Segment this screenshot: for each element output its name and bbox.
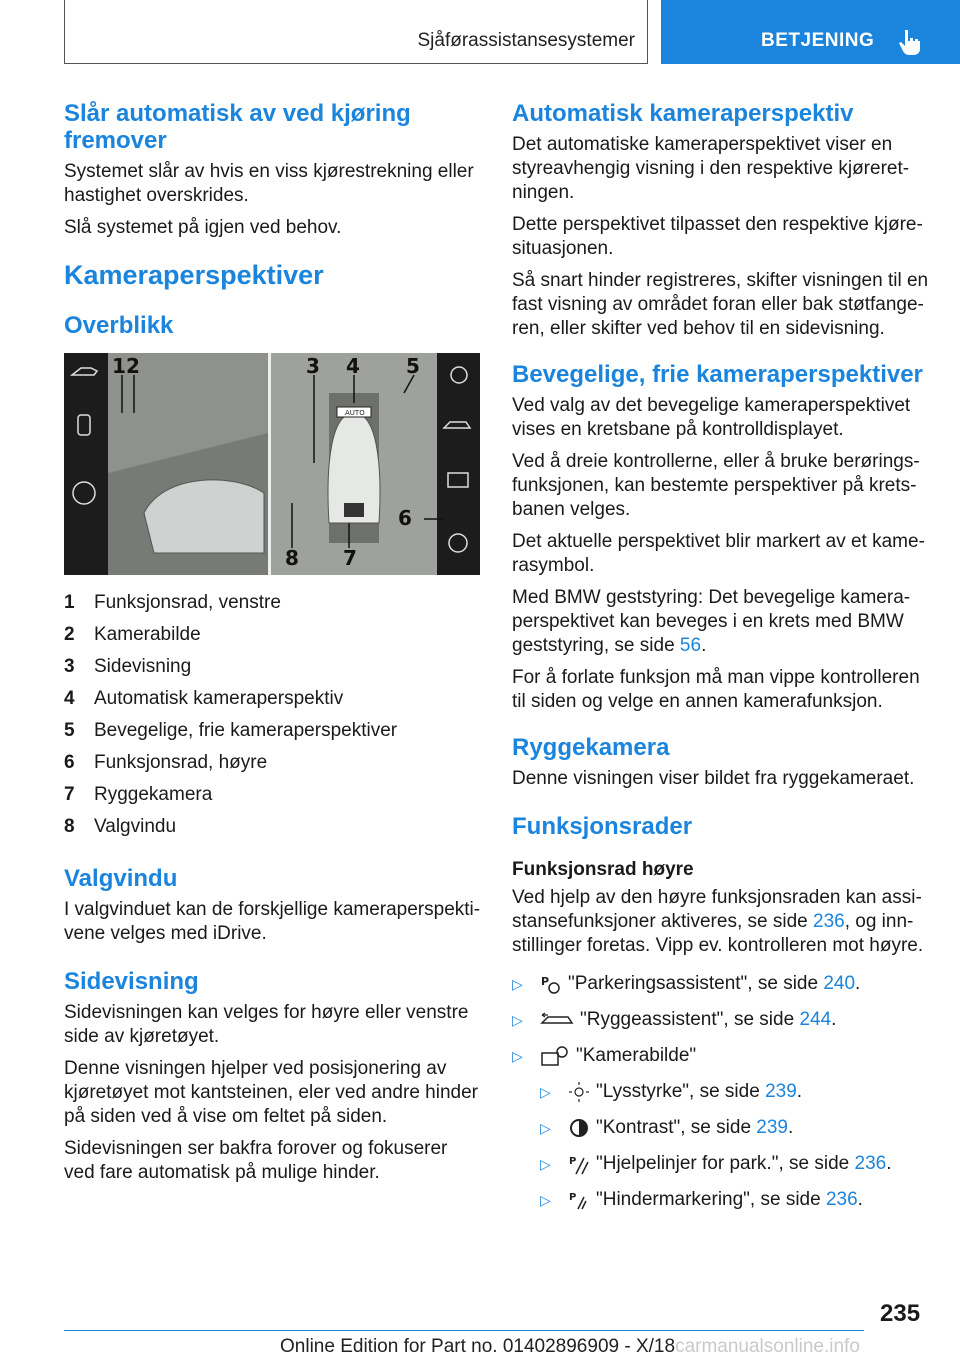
heading-overview: Overblikk [64,312,174,339]
list-subitem: ▷ "Kontrast", se side 239. [540,1117,794,1138]
triangle-bullet-icon: ▷ [512,976,523,992]
brightness-icon [568,1081,590,1103]
footer-edition: Online Edition for Part no. 01402896909 - X/18carmanualsonline.info [280,1336,860,1357]
para-rear: Denne visningen viser bildet fra ryggekameraet. [512,768,915,789]
parking-lines-icon [568,1153,590,1175]
triangle-bullet-icon: ▷ [540,1192,551,1208]
para-rows: Ved hjelp av den høyre funksjonsraden kan assistansefunksjoner aktiveres, se side 236, og innstillinger foretas. Vipp ev. kontrolleren mot høyre. [512,887,924,956]
footer-divider [64,1330,864,1331]
triangle-bullet-icon: ▷ [540,1120,551,1136]
svg-text:P: P [569,1191,577,1203]
page-link-56[interactable]: 56 [679,635,702,656]
contrast-icon [568,1117,590,1139]
hand-pointer-icon [898,28,922,56]
heading-valgvindu: Valgvindu [64,865,178,892]
para-auto-1: Det automatiske kameraperspektivet viser en styreavhengig visning i den respektive kjøreretningen. [512,134,910,203]
list-item: ▷ "Ryggeassistent", se side 244. [512,1009,837,1030]
heading-auto-perspective: Automatisk kameraperspektiv [512,100,854,127]
left-function-row [64,353,108,575]
header-section [64,0,648,64]
list-subitem: ▷ P "Hjelpelinjer for park.", se side 236. [540,1153,892,1174]
para-free-4: Med BMW geststyring: Det bevegelige kameraperspektivet kan beveges i en krets med BMW geststyring, se side 56. [512,587,911,656]
para-side-1: Sidevisningen kan velges for høyre eller venstre side av kjøretøyet. [64,1002,469,1047]
left-column [64,100,482,1193]
subheading-right-row: Funksjonsrad høyre [512,859,694,880]
list-subitem: ▷ P "Hindermarkering", se side 236. [540,1189,863,1210]
para-side-3: Sidevisningen ser bakfra forover og fokuserer ved fare automatisk på mulige hinder. [64,1138,448,1183]
legend-item: 1 Funksjonsrad, venstre [64,592,281,613]
para-free-2: Ved å dreie kontrollerne, eller å bruke berøringsfunksjonen, kan bestemte perspektiver på kretsbanen velges. [512,451,920,520]
watermark: carmanualsonline.info [675,1336,860,1357]
obstacle-marking-icon [568,1189,590,1211]
legend-item: 5 Bevegelige, frie kameraperspektiver [64,720,398,741]
heading-free-perspectives: Bevegelige, frie kameraperspektiver [512,361,923,388]
legend-item: 6 Funksjonsrad, høyre [64,752,268,773]
heading-auto-off: Slår automatisk av ved kjøring fremover [64,100,411,154]
heading-rear-camera: Ryggekamera [512,734,670,761]
para-free-1: Ved valg av det bevegelige kameraperspektivet vises en kretsbane på kontrolldisplayet. [512,395,911,440]
para-auto-3: Så snart hinder registreres, skifter visningen til en fast visning av området foran eller bak støtfangeren, eller skifter ved behov til en sidevisning. [512,270,929,339]
legend-item: 4 Automatisk kameraperspektiv [64,688,344,709]
page-number: 235 [880,1300,921,1327]
parking-assistant-icon [540,973,562,995]
page-link[interactable]: 239 [756,1117,788,1138]
figure-legend [64,587,482,843]
figure-label-8: 8 [285,546,299,570]
camera-settings-icon [540,1045,570,1067]
legend-item: 2 Kamerabilde [64,624,201,645]
page-link[interactable]: 236 [825,1189,858,1210]
figure-label-5: 5 [406,354,420,378]
list-subitem: ▷ "Lysstyrke", se side 239. [540,1081,803,1102]
page-link[interactable]: 240 [823,973,856,994]
figure-label-4: 4 [346,354,360,378]
right-function-row [437,353,480,575]
page-link[interactable]: 236 [854,1153,887,1174]
para-free-3: Det aktuelle perspektivet blir markert av et kamerasymbol. [512,531,925,576]
chapter-title: BETJENING [761,30,875,51]
svg-text:P: P [569,1155,577,1167]
page-link[interactable]: 244 [799,1009,832,1030]
auto-label: AUTO [345,409,365,417]
camera-overview-figure [64,353,480,575]
legend-item: 7 Ryggekamera [64,784,213,805]
section-title: Sjåførassistansesystemer [417,30,635,51]
heading-camera-views: Kameraperspektiver [64,260,324,290]
heading-sidevisning: Sidevisning [64,968,199,995]
list-item: ▷ P "Parkeringsassistent", se side 240. [512,973,861,994]
para-auto-off-2: Slå systemet på igjen ved behov. [64,217,342,238]
legend-item: 8 Valgvindu [64,816,177,837]
triangle-bullet-icon: ▷ [540,1156,551,1172]
svg-text:P: P [541,974,550,988]
reverse-assistant-icon [540,1011,574,1029]
para-valgvindu: I valgvinduet kan de forskjellige kameraperspektivene velges med iDrive. [64,899,481,944]
para-free-5: For å forlate funksjon må man vippe kontrolleren til siden og velge en annen kamerafunksjon. [512,667,920,712]
figure-label-3: 3 [306,354,320,378]
triangle-bullet-icon: ▷ [540,1084,551,1100]
camera-figure-svg [64,353,480,575]
figure-label-6: 6 [398,506,412,530]
figure-label-7: 7 [343,546,357,570]
list-item: ▷ "Kamerabilde" [512,1045,697,1066]
triangle-bullet-icon: ▷ [512,1012,523,1028]
para-auto-2: Dette perspektivet tilpasset den respektive kjøresituasjonen. [512,214,923,259]
heading-function-rows: Funksjonsrader [512,813,693,840]
right-column [512,100,930,1224]
legend-item: 3 Sidevisning [64,656,192,677]
triangle-bullet-icon: ▷ [512,1048,523,1064]
figure-label-1: 1 [112,354,126,378]
page-link-236[interactable]: 236 [813,911,845,932]
page-link[interactable]: 239 [765,1081,797,1102]
para-auto-off-1: Systemet slår av hvis en viss kjørestrekning eller hastighet overskrides. [64,161,474,206]
figure-label-2: 2 [126,354,140,378]
para-side-2: Denne visningen hjelper ved posisjonering av kjøretøyet mot kantsteinen, eler ved andre hinder på siden ved å vise om feltet på siden. [64,1058,478,1127]
